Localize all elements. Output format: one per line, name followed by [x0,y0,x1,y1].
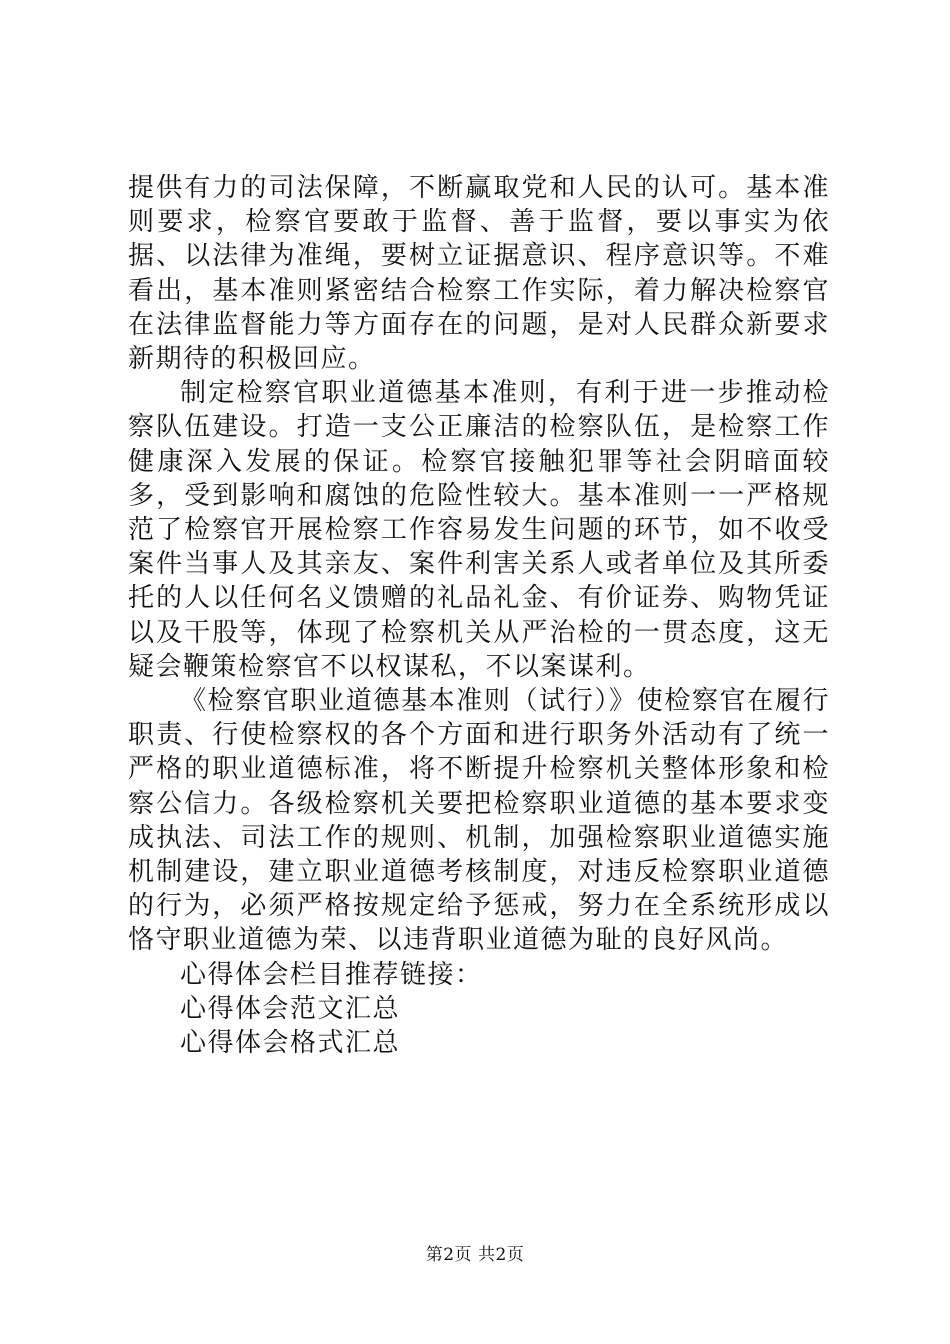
paragraph-3: 《检察官职业道德基本准则（试行）》使检察官在履行职责、行使检察权的各个方面和进行职务外活动有了统一严格的职业道德标准，将不断提升检察机关整体形象和检察公信力。各级检察机关要把检察职业道德的基本要求变成执法、司法工作的规则、机制，加强检察职业道德实施机制建设，建立职业道德考核制度，对违反检察职业道德的行为，必须严格按规定给予惩戒，努力在全系统形成以恪守职业道德为荣、以违背职业道德为耻的良好风尚。 [128,686,830,956]
paragraph-1: 提供有力的司法保障，不断赢取党和人民的认可。基本准则要求，检察官要敢于监督、善于监督，要以事实为依据、以法律为准绳，要树立证据意识、程序意识等。不难看出，基本准则紧密结合检察工作实际，着力解决检察官在法律监督能力等方面存在的问题，是对人民群众新要求新期待的积极回应。 [128,173,830,375]
link-format-collection[interactable]: 心得体会格式汇总 [180,1028,401,1059]
recommended-links-heading: 心得体会栏目推荐链接： [180,959,483,990]
page-footer: 第2页 共2页 [425,1245,525,1265]
document-body [128,171,830,1060]
paragraph-2: 制定检察官职业道德基本准则，有利于进一步推动检察队伍建设。打造一支公正廉洁的检察队伍，是检察工作健康深入发展的保证。检察官接触犯罪等社会阴暗面较多，受到影响和腐蚀的危险性较大。基本准则一一严格规范了检察官开展检察工作容易发生问题的环节，如不收受案件当事人及其亲友、案件利害关系人或者单位及其所委托的人以任何名义馈赠的礼品礼金、有价证券、购物凭证以及干股等，体现了检察机关从严治检的一贯态度，这无疑会鞭策检察官不以权谋私，不以案谋利。 [128,378,830,682]
link-essay-collection[interactable]: 心得体会范文汇总 [180,993,401,1024]
